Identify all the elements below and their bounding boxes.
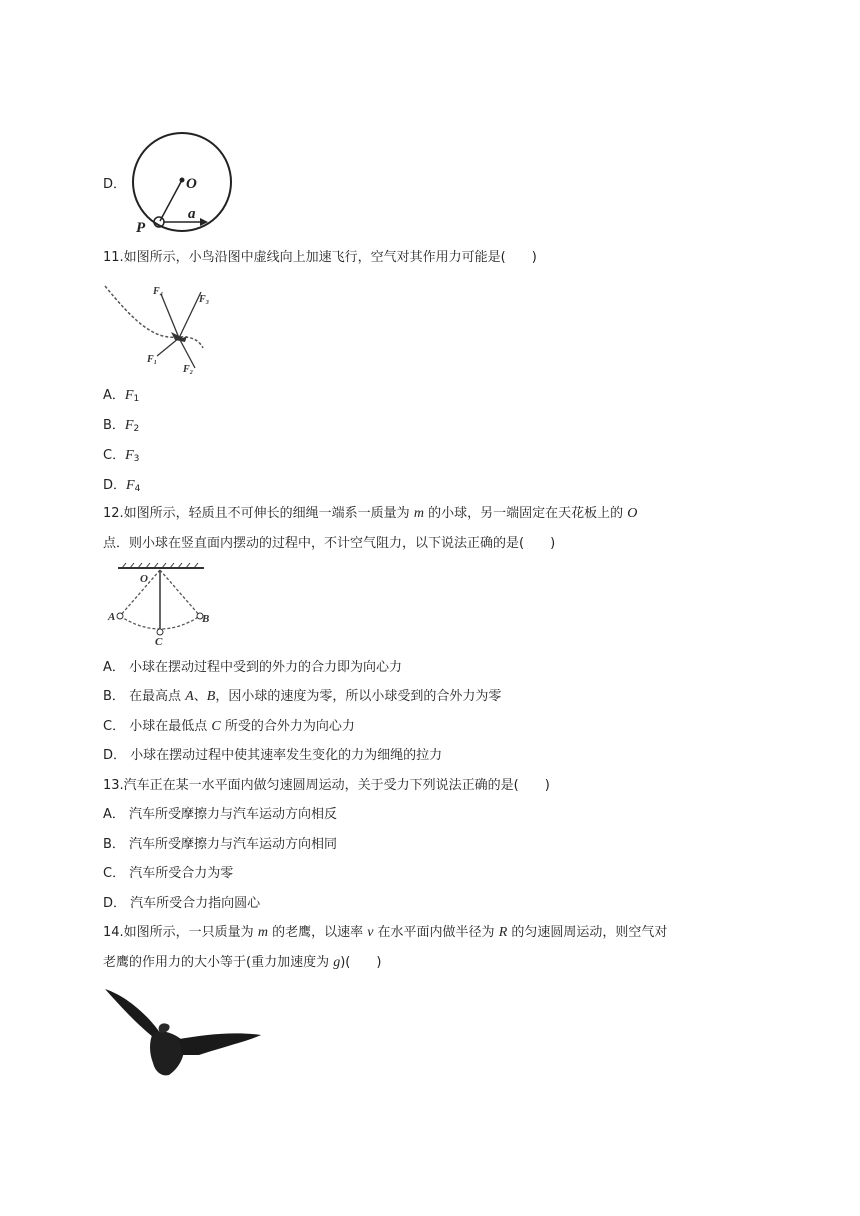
- q13-option-d[interactable]: D． 汽车所受合力指向圆心: [103, 896, 261, 911]
- q12-pendulum-figure: [108, 562, 218, 647]
- q11-force-f1: [157, 338, 179, 356]
- q10-option-d-label: D．: [103, 177, 127, 192]
- q13-stem: 13.汽车正在某一水平面内做匀速圆周运动，关于受力下列说法正确的是( ): [103, 778, 550, 793]
- q11-force-f3: [179, 292, 201, 338]
- q12-stem-line2: 点．则小球在竖直面内摆动的过程中，不计空气阻力，以下说法正确的是( ): [103, 536, 556, 551]
- q11-label-f4: F₄: [153, 286, 164, 297]
- q10-label-p: P: [136, 220, 146, 236]
- q10-label-o: O: [186, 176, 197, 192]
- q12-ball-a: [117, 613, 123, 619]
- q14-eagle-figure: [103, 985, 263, 1080]
- q11-label-f2: F₂: [183, 364, 194, 375]
- q13-option-a[interactable]: A． 汽车所受摩擦力与汽车运动方向相反: [103, 807, 338, 822]
- q12-stem-line1: 12.如图所示，轻质且不可伸长的细绳一端系一质量为 m 的小球，另一端固定在天花板上的 O: [103, 506, 638, 521]
- q10-radius-line: [160, 180, 182, 221]
- q14-eagle-head: [159, 1023, 170, 1033]
- q11-option-b[interactable]: B．$F_2$: [103, 418, 140, 434]
- q13-option-b[interactable]: B． 汽车所受摩擦力与汽车运动方向相同: [103, 837, 338, 852]
- q14-eagle-body: [150, 1031, 184, 1075]
- q11-stem: 11.如图所示，小鸟沿图中虚线向上加速飞行，空气对其作用力可能是( ): [103, 250, 537, 265]
- q12-string-b: [160, 570, 200, 616]
- q11-force-f4: [161, 294, 179, 338]
- q11-label-f3: F₃: [199, 294, 210, 305]
- q12-label-o: O: [140, 573, 148, 585]
- q12-option-a[interactable]: A． 小球在摆动过程中受到的外力的合力即为向心力: [103, 660, 403, 675]
- q12-option-c[interactable]: C． 小球在最低点 C 所受的合外力为向心力: [103, 719, 355, 734]
- q10-circle-figure: [128, 126, 238, 236]
- q11-option-d[interactable]: D．$F_4$: [103, 478, 141, 494]
- q12-option-b[interactable]: B． 在最高点 A、B，因小球的速度为零，所以小球受到的合外力为零: [103, 689, 502, 704]
- q14-stem-line1: 14.如图所示，一只质量为 m 的老鹰，以速率 v 在水平面内做半径为 R 的匀速圆周运动，则空气对: [103, 925, 668, 940]
- q12-label-b: B: [202, 613, 210, 625]
- q11-bird-figure: [103, 280, 223, 375]
- q11-option-c[interactable]: C．$F_3$: [103, 448, 140, 464]
- q12-ball-c: [157, 629, 163, 635]
- q14-eagle-right-wing: [179, 1033, 261, 1055]
- q13-option-c[interactable]: C． 汽车所受合力为零: [103, 866, 234, 881]
- q12-label-a: A: [108, 611, 116, 623]
- q10-label-a: a: [188, 206, 196, 222]
- q11-option-a[interactable]: A．$F_1$: [103, 388, 140, 404]
- q12-label-c: C: [155, 636, 163, 648]
- q14-stem-line2: 老鹰的作用力的大小等于(重力加速度为 g)( ): [103, 955, 382, 970]
- q12-option-d[interactable]: D． 小球在摆动过程中使其速率发生变化的力为细绳的拉力: [103, 748, 443, 763]
- q11-label-f1: F₁: [147, 354, 158, 365]
